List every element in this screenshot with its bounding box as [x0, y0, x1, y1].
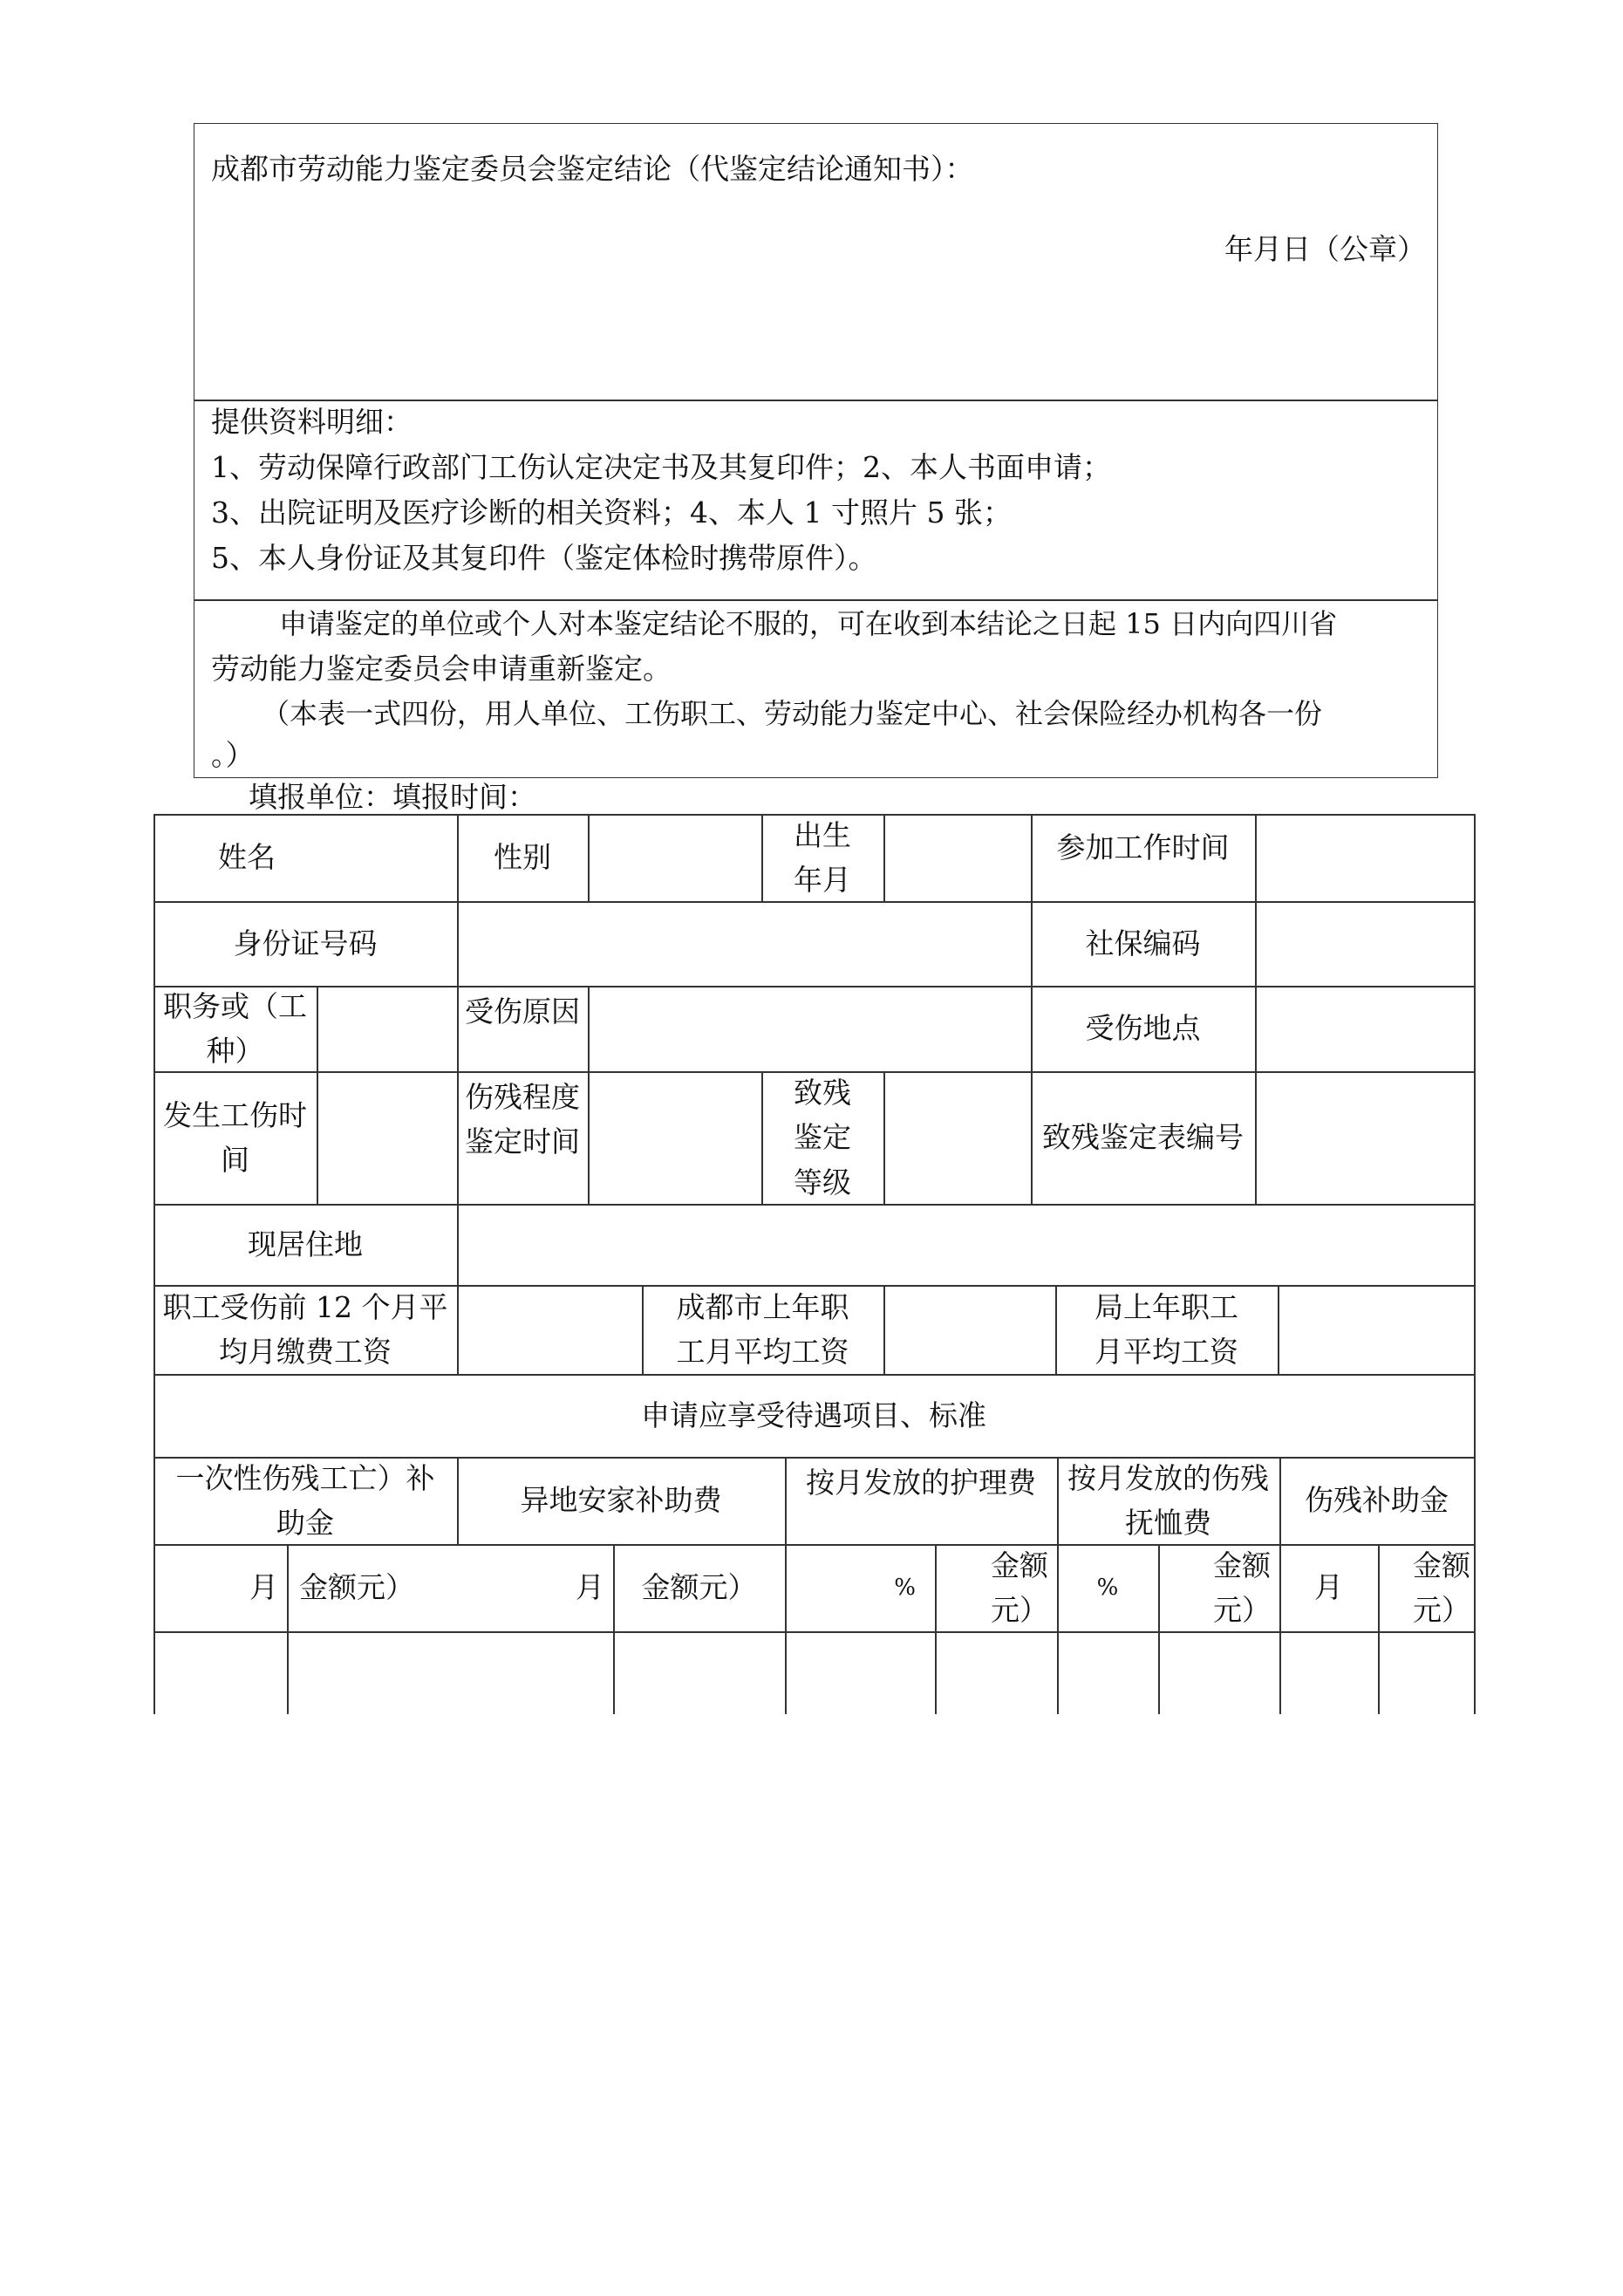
label-current-address: 现居住地 [248, 1227, 363, 1261]
label-disability-form-no: 致残鉴定表编号 [1042, 1120, 1244, 1155]
col-line [457, 901, 459, 986]
label-injury-time: 发生工伤时 间 [163, 1097, 307, 1177]
col-line [457, 1204, 459, 1285]
notice-line-1: 申请鉴定的单位或个人对本鉴定结论不服的，可在收到本结论之日起 15 日内向四川省 [279, 607, 1338, 640]
label-disability-assess-time: 伤残程度 鉴定时间 [465, 1080, 580, 1159]
materials-item-3: 5、本人身份证及其复印件（鉴定体检时携带原件）。 [211, 541, 877, 575]
row-line [153, 1631, 1474, 1633]
label-disability-level: 致残 鉴定 等级 [794, 1076, 851, 1199]
label-work-start: 参加工作时间 [1056, 830, 1230, 865]
label-injury-place: 受伤地点 [1085, 1011, 1201, 1046]
label-benefit-pension: 按月发放的伤残 抚恤费 [1067, 1460, 1269, 1540]
copies-line-2: 。） [211, 738, 255, 772]
sub-percent-2: % [1096, 1574, 1119, 1601]
col-line [883, 814, 885, 901]
label-injury-cause: 受伤原因 [465, 994, 580, 1029]
conclusion-title: 成都市劳动能力鉴定委员会鉴定结论（代鉴定结论通知书）： [211, 152, 974, 186]
notice-line-2: 劳动能力鉴定委员会申请重新鉴定。 [211, 652, 672, 686]
materials-title: 提供资料明细： [211, 405, 413, 439]
col-line [1255, 1071, 1257, 1204]
row-line [153, 986, 1474, 987]
label-position: 职务或（工 种） [163, 988, 307, 1068]
col-line [1255, 986, 1257, 1071]
col-line [317, 1071, 318, 1204]
label-id-number: 身份证号码 [233, 926, 378, 960]
col-line [1255, 901, 1257, 986]
sub-amount-5: 金额 元） [1413, 1548, 1470, 1627]
col-line [883, 1071, 885, 1204]
copies-line-1: （本表一式四份，用人单位、工伤职工、劳动能力鉴定中心、社会保险经办机构各一份 [262, 697, 1323, 730]
box-divider-2 [194, 599, 1438, 601]
sub-month-1: 月 [249, 1570, 278, 1605]
label-gender: 性别 [494, 840, 551, 875]
sub-amount-2: 金额元） [641, 1570, 757, 1605]
col-line [588, 1071, 590, 1204]
form-header: 填报单位：填报时间： [249, 780, 536, 814]
col-line [457, 1285, 459, 1374]
label-social-security-no: 社保编码 [1085, 926, 1201, 960]
sub-percent-1: % [894, 1574, 916, 1601]
label-name: 姓名 [218, 840, 276, 875]
sub-amount-1: 金额元） [299, 1570, 414, 1605]
sub-amount-4: 金额 元） [1213, 1548, 1271, 1627]
label-birth: 出生 年月 [794, 817, 851, 897]
col-line [1255, 814, 1257, 901]
label-avg-wage-12m: 职工受伤前 12 个月平 均月缴费工资 [162, 1289, 448, 1369]
label-benefit-nursing: 按月发放的护理费 [806, 1466, 1036, 1500]
col-line [317, 986, 318, 1071]
col-line [1474, 814, 1476, 1714]
label-bureau-avg-wage: 局上年职工 月平均工资 [1095, 1289, 1238, 1369]
label-benefit-subsidy: 伤残补助金 [1305, 1483, 1449, 1518]
label-benefit-relocation: 异地安家补助费 [520, 1483, 722, 1518]
sub-month-2: 月 [576, 1570, 604, 1605]
sub-month-3: 月 [1314, 1570, 1343, 1605]
sub-amount-3: 金额 元） [991, 1548, 1048, 1627]
col-line [883, 1285, 885, 1374]
label-city-avg-wage: 成都市上年职 工月平均工资 [676, 1289, 849, 1369]
label-benefit-one-time: 一次性伤残工亡）补 助金 [175, 1460, 435, 1540]
col-line [588, 986, 590, 1071]
materials-item-2: 3、出院证明及医疗诊断的相关资料；4、本人 1 寸照片 5 张； [211, 495, 1012, 530]
date-seal: 年月日（公章） [1224, 232, 1426, 266]
benefits-title: 申请应享受待遇项目、标准 [641, 1397, 986, 1432]
col-line [588, 814, 590, 901]
materials-item-1: 1、劳动保障行政部门工伤认定决定书及其复印件；2、本人书面申请； [211, 450, 1111, 484]
col-line [1278, 1285, 1279, 1374]
